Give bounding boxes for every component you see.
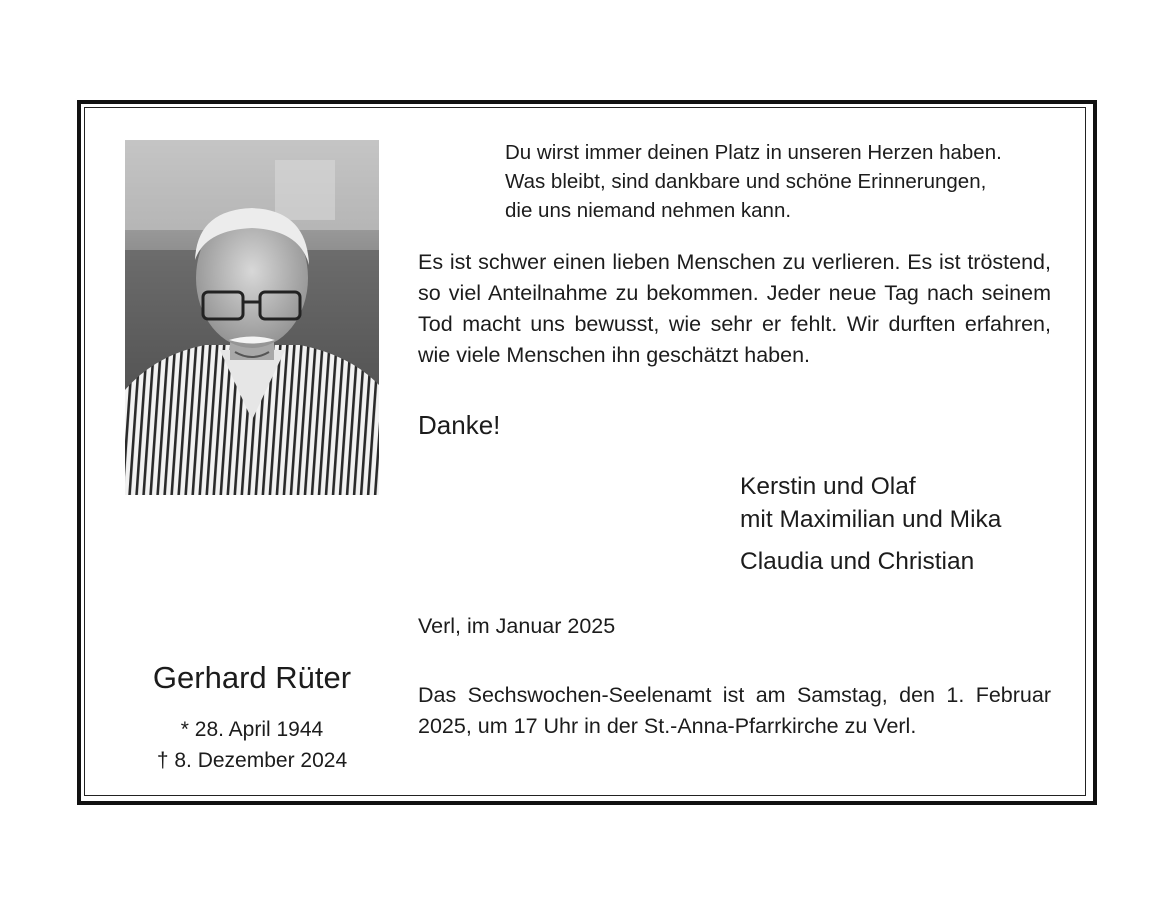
quote-line: Was bleibt, sind dankbare und schöne Erinnerungen, (505, 170, 987, 193)
quote-line: Du wirst immer deinen Platz in unseren Herzen haben. (505, 141, 1002, 164)
signer-line: mit Maximilian und Mika (740, 506, 1002, 533)
signer-line: Kerstin und Olaf (740, 473, 916, 500)
thanks-heading: Danke! (418, 410, 501, 440)
place-date: Verl, im Januar 2025 (418, 614, 616, 638)
quote-line: die uns niemand nehmen kann. (505, 199, 792, 222)
portrait-photo (125, 140, 379, 495)
thanks-paragraph: Es ist schwer einen lieben Menschen zu verlieren. Es ist tröstend, so viel Anteilnahme zu bekommen. Jeder neue Tag nach seinem Tod macht uns bewusst, wie sehr er fehlt. Wir durften erfahren, wie viele Menschen ihn geschätzt haben. (418, 250, 1051, 367)
memorial-quote (505, 138, 1002, 225)
birth-date: * 28. April 1944 (180, 718, 324, 741)
life-dates (125, 714, 379, 776)
signers-block (740, 470, 1001, 578)
death-date: † 8. Dezember 2024 (156, 749, 348, 772)
service-notice: Das Sechswochen-Seelenamt ist am Samstag, den 1. Februar 2025, um 17 Uhr in der St.-Anna-Pfarrkirche zu Verl. (418, 683, 1051, 738)
signer-line: Claudia und Christian (740, 548, 975, 575)
deceased-name: Gerhard Rüter (152, 660, 352, 695)
